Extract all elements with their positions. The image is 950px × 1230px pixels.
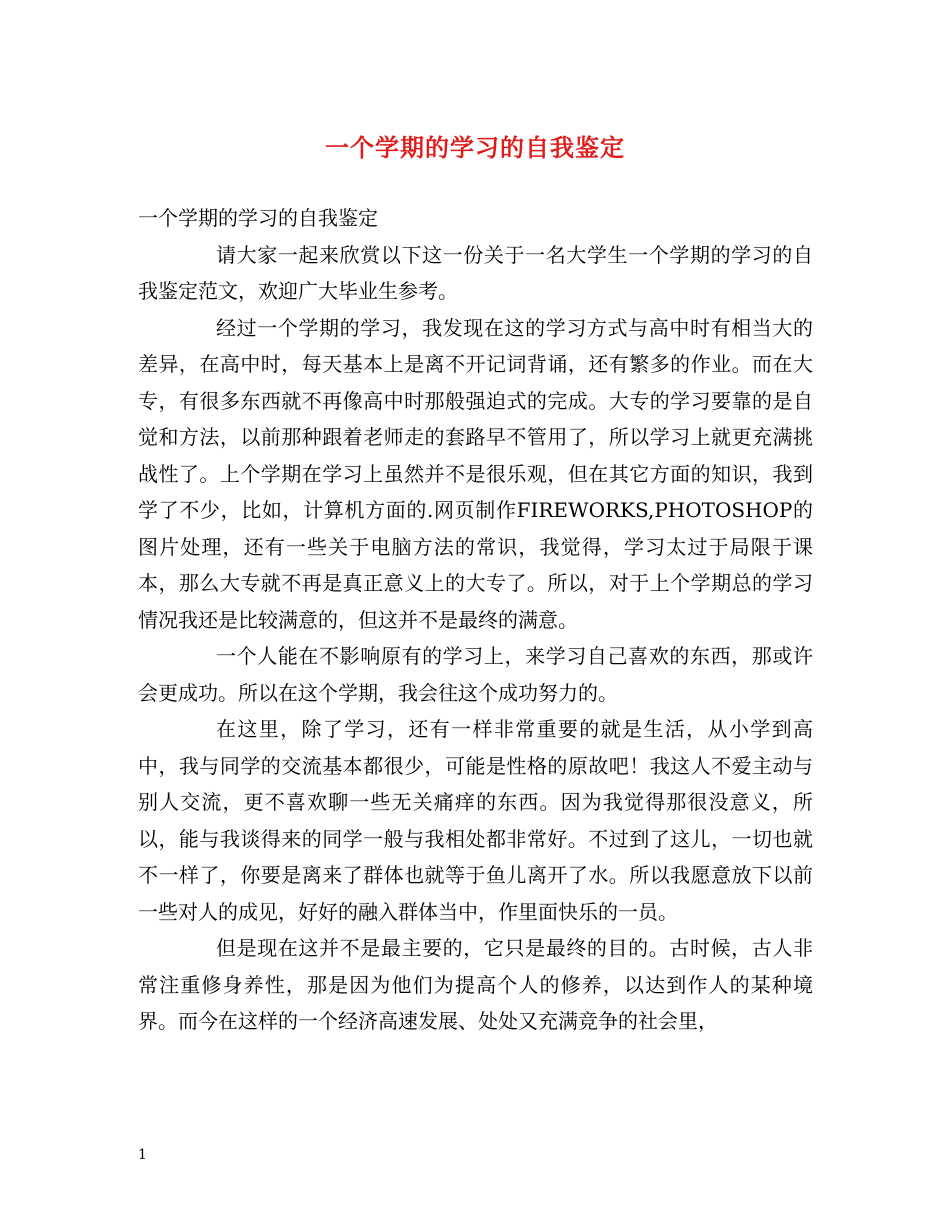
document-subtitle: 一个学期的学习的自我鉴定 [138, 206, 378, 230]
document-title: 一个学期的学习的自我鉴定 [325, 133, 625, 162]
paragraph-study: 经过一个学期的学习，我发现在这的学习方式与高中时有相当大的差异，在高中时，每天基本上是离不开记词背诵，还有繁多的作业。而在大专，有很多东西就不再像高中时那般强迫式的完成。大专的学习要靠的是自觉和方法，以前那种跟着老师走的套路早不管用了，所以学习上就更充满挑战性了。上个学期在学习上虽然并不是很乐观，但在其它方面的知识，我到学了不少，比如，计算机方面的.网页制作FIREWORKS,PHOTOSHOP的图片处理，还有一些关于电脑方法的常识，我觉得，学习太过于局限于课本，那么大专就不再是真正意义上的大专了。所以，对于上个学期总的学习情况我还是比较满意的，但这并不是最终的满意。 [138, 315, 813, 632]
paragraph-life: 在这里，除了学习，还有一样非常重要的就是生活，从小学到高中，我与同学的交流基本都很少，可能是性格的原故吧！我这人不爱主动与别人交流，更不喜欢聊一些无关痛痒的东西。因为我觉得那很没意义，所以，能与我谈得来的同学一般与我相处都非常好。不过到了这儿，一切也就不一样了，你要是离来了群体也就等于鱼儿离开了水。所以我愿意放下以前一些对人的成见，好好的融入群体当中，作里面快乐的一员。 [138, 717, 813, 924]
document-body [138, 200, 813, 1040]
paragraph-success: 一个人能在不影响原有的学习上，来学习自己喜欢的东西，那或许会更成功。所以在这个学期，我会往这个成功努力的。 [138, 644, 813, 705]
paragraph-intro: 请大家一起来欣赏以下这一份关于一名大学生一个学期的学习的自我鉴定范文，欢迎广大毕业生参考。 [138, 242, 813, 303]
page-number: 1 [138, 1147, 147, 1163]
paragraph-cultivation: 但是现在这并不是最主要的，它只是最终的目的。古时候，古人非常注重修身养性，那是因为他们为提高个人的修养，以达到作人的某种境界。而今在这样的一个经济高速发展、处处又充满竞争的社会里， [138, 936, 813, 1033]
